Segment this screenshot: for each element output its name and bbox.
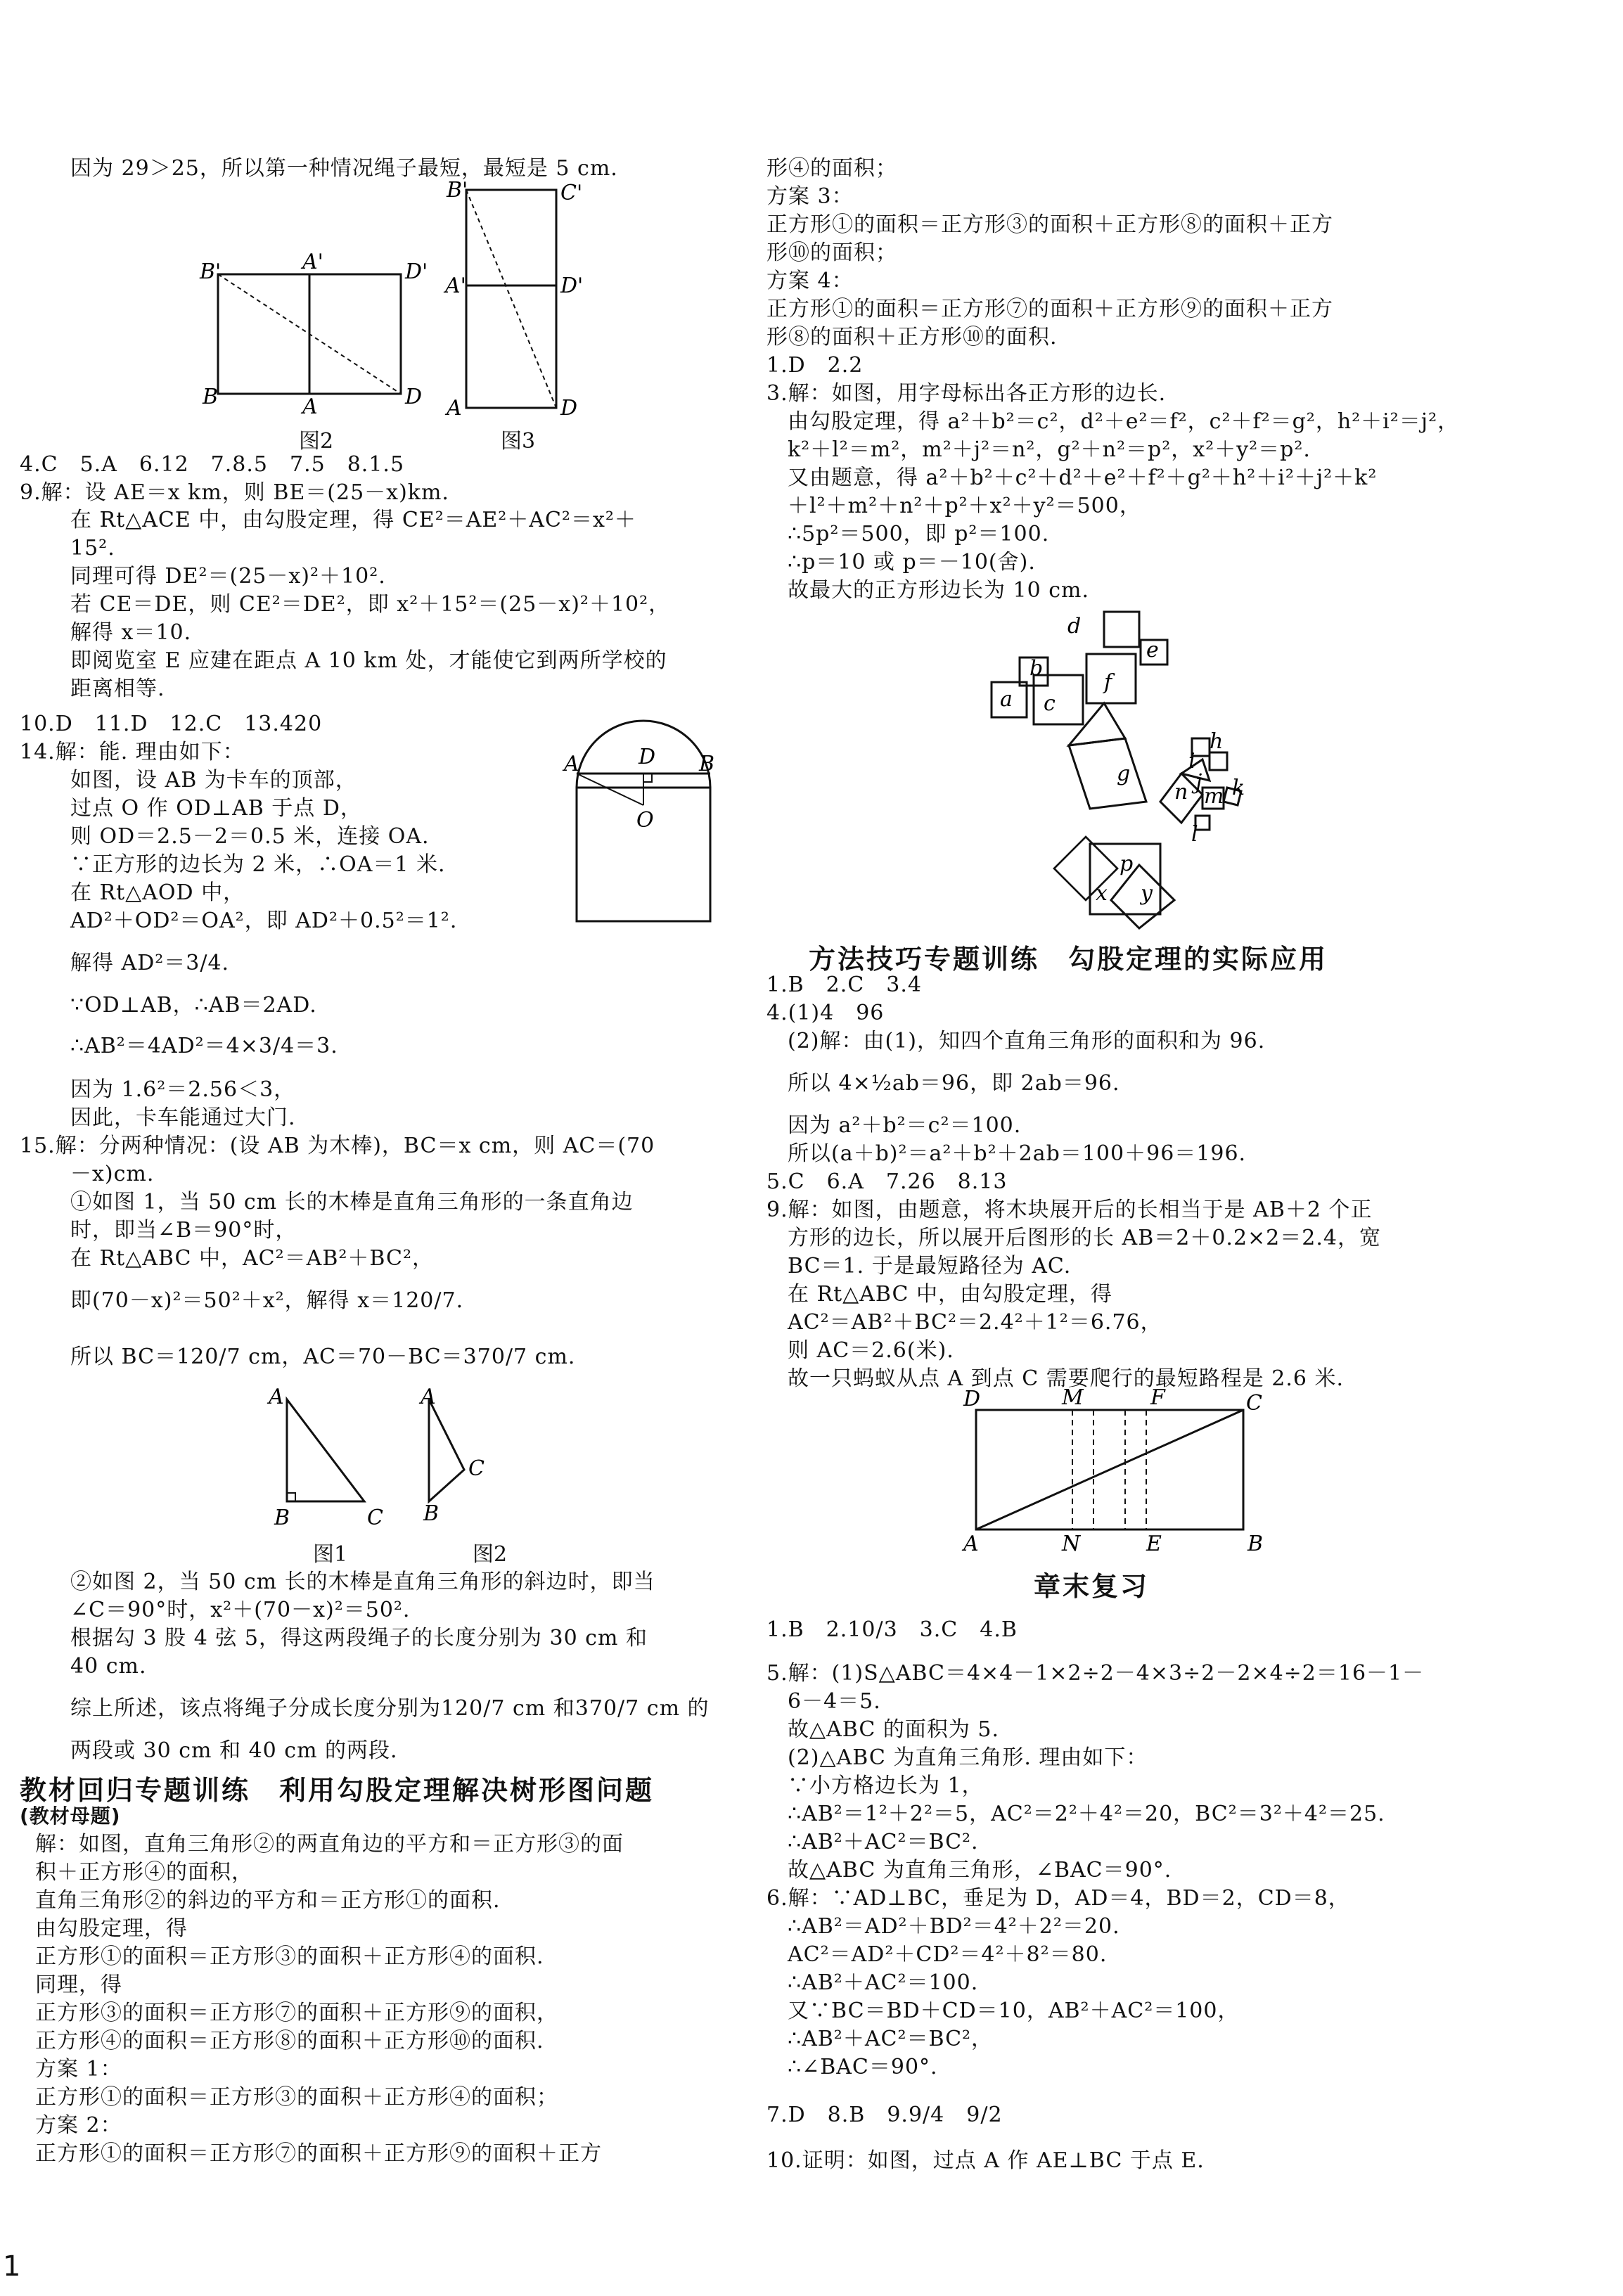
svg-text:D: D [639, 745, 656, 769]
text-line: 若 CE＝DE，则 CE²＝DE²，即 x²＋15²＝(25－x)²＋10²， [70, 592, 671, 617]
text-line: 形⑩的面积； [766, 240, 897, 265]
text-line: 方案 4： [766, 269, 854, 293]
text-line: 如图，设 AB 为卡车的顶部， [70, 768, 357, 793]
text-line: 又由题意，得 a²＋b²＋c²＋d²＋e²＋f²＋g²＋h²＋i²＋j²＋k² [788, 466, 1378, 490]
svg-text:B: B [274, 1506, 290, 1530]
caption-t1: 图1 [313, 1542, 348, 1567]
text-line: AC²＝AD²＋CD²＝4²＋8²＝80. [788, 1942, 1108, 1967]
section-title-method: 方法技巧专题训练 勾股定理的实际应用 [809, 944, 1328, 975]
section-title-tree: 教材回归专题训练 利用勾股定理解决树形图问题 [20, 1775, 655, 1806]
text-line: ＋l²＋m²＋n²＋p²＋x²＋y²＝500， [788, 494, 1141, 518]
figure-pythagoras-tree [956, 605, 1280, 928]
text-line: 正方形①的面积＝正方形③的面积＋正方形④的面积. [35, 1944, 544, 1969]
text-line: 9.解：设 AE＝x km，则 BE＝(25－x)km. [20, 480, 449, 505]
text-line: 所以 4×½ab＝96，即 2ab＝96. [788, 1071, 1120, 1096]
oa-line [577, 774, 643, 805]
figure-gate [563, 717, 724, 928]
svg-text:D: D [560, 396, 578, 421]
text-line: 方案 1： [35, 2057, 122, 2082]
text-line: 方案 3： [766, 184, 854, 209]
text-line: ②如图 2，当 50 cm 长的木棒是直角三角形的斜边时，即当 [70, 1570, 655, 1594]
text-line: 故最大的正方形边长为 10 cm. [788, 578, 1090, 603]
svg-text:C: C [367, 1506, 383, 1530]
right-angle-1 [287, 1493, 295, 1501]
svg-text:x: x [1096, 881, 1108, 906]
square-g [1069, 738, 1146, 809]
svg-text:C: C [1246, 1391, 1262, 1416]
text-line: 形④的面积； [766, 156, 897, 181]
svg-text:l: l [1191, 822, 1198, 847]
text-line: ∴p＝10 或 p＝－10(舍). [788, 550, 1036, 575]
text-line: ∴AB²＝1²＋2²＝5，AC²＝2²＋4²＝20，BC²＝3²＋4²＝25. [788, 1802, 1385, 1826]
svg-text:i: i [1188, 749, 1195, 774]
figure-triangles-svg [260, 1385, 541, 1530]
text-line: 即(70－x)²＝50²＋x²，解得 x＝120/7. [70, 1288, 464, 1313]
text-line: 10.D 11.D 12.C 13.420 [20, 712, 323, 736]
svg-text:d: d [1067, 614, 1082, 639]
svg-text:M: M [1062, 1385, 1084, 1410]
square-x [1054, 837, 1117, 900]
text-line: 正方形①的面积＝正方形⑦的面积＋正方形⑨的面积＋正方 [766, 297, 1333, 321]
svg-text:B': B' [447, 178, 468, 203]
section-subtitle: (教材母题) [20, 1804, 121, 1828]
svg-text:B: B [1247, 1532, 1264, 1556]
text-line: 解得 x＝10. [70, 620, 192, 645]
triangle-1 [287, 1399, 364, 1501]
svg-text:a: a [1000, 687, 1013, 712]
text-line: ∴∠BAC＝90°. [788, 2055, 938, 2079]
text-line: ∵小方格边长为 1， [788, 1774, 984, 1798]
text-line: 在 Rt△ABC 中，AC²＝AB²＋BC²， [70, 1246, 434, 1271]
text-line: 在 Rt△ACE 中，由勾股定理，得 CE²＝AE²＋AC²＝x²＋ [70, 508, 636, 532]
text-line: AC²＝AB²＋BC²＝2.4²＋1²＝6.76， [788, 1310, 1162, 1335]
svg-text:D: D [963, 1387, 981, 1411]
svg-text:D': D' [560, 274, 584, 298]
svg-text:p: p [1120, 852, 1134, 876]
text-line: 根据勾 3 股 4 弦 5，得这两段绳子的长度分别为 30 cm 和 [70, 1626, 648, 1650]
caption-fig2: 图2 [299, 429, 334, 454]
text-line: －x)cm. [70, 1162, 155, 1186]
text-line: 4.C 5.A 6.12 7.8.5 7.5 8.1.5 [20, 452, 405, 477]
triangle-2 [429, 1399, 464, 1501]
text-line: BC＝1. 于是最短路径为 AC. [788, 1254, 1072, 1278]
text-line: 由勾股定理，得 [35, 1916, 188, 1941]
svg-text:A: A [421, 1385, 436, 1409]
text-line: ∴AB²＋AC²＝BC². [788, 1830, 979, 1854]
text-line: 故△ABC 为直角三角形，∠BAC＝90°. [788, 1858, 1172, 1883]
text-line: 则 AC＝2.6(米). [788, 1338, 954, 1363]
text-line: 6－4＝5. [788, 1689, 881, 1714]
caption-t2: 图2 [473, 1542, 508, 1567]
text-line: 解得 AD²＝3/4. [70, 951, 230, 975]
section-title-review: 章末复习 [1034, 1571, 1150, 1602]
diag-ac [976, 1410, 1243, 1529]
square-j [1210, 752, 1227, 770]
text-line: ∵正方形的边长为 2 米，∴OA＝1 米. [70, 852, 446, 877]
svg-text:N: N [1062, 1532, 1081, 1556]
text-line: 时，即当∠B＝90°时， [70, 1218, 297, 1243]
svg-text:m: m [1204, 784, 1224, 809]
svg-text:n: n [1174, 780, 1188, 804]
text-line: ∴AB²＝AD²＋BD²＝4²＋2²＝20. [788, 1914, 1120, 1939]
text-line: ∵OD⊥AB，∴AB＝2AD. [70, 993, 317, 1018]
svg-text:A: A [564, 752, 579, 776]
text-line: ∴AB²＝4AD²＝4×3/4＝3. [70, 1034, 338, 1058]
text-line: 所以(a＋b)²＝a²＋b²＋2ab＝100＋96＝196. [788, 1141, 1247, 1166]
svg-text:h: h [1210, 729, 1224, 754]
svg-text:A: A [447, 396, 462, 421]
text-line: 同理可得 DE²＝(25－x)²＋10². [70, 564, 386, 589]
figure-tree-svg [956, 605, 1280, 928]
text-line: 1.D 2.2 [766, 353, 864, 378]
figure-gate-svg [563, 717, 724, 928]
svg-text:O: O [636, 808, 654, 833]
text-line: 3.解：如图，用字母标出各正方形的边长. [766, 381, 1167, 406]
svg-text:y: y [1141, 881, 1153, 906]
text-line: 14.解：能. 理由如下： [20, 740, 245, 764]
svg-text:e: e [1146, 638, 1159, 662]
text-line: 所以 BC＝120/7 cm，AC＝70－BC＝370/7 cm. [70, 1345, 576, 1369]
figure-rectangle-2 [197, 250, 436, 422]
svg-text:B: B [423, 1501, 440, 1526]
text-line: (2)△ABC 为直角三角形. 理由如下： [788, 1745, 1148, 1770]
text-line: 在 Rt△ABC 中，由勾股定理，得 [788, 1282, 1113, 1307]
text-line: 故一只蚂蚁从点 A 到点 C 需要爬行的最短路程是 2.6 米. [788, 1366, 1345, 1391]
text-line: 解：如图，直角三角形②的两直角边的平方和＝正方形③的面 [35, 1832, 624, 1856]
right-angle [643, 774, 652, 782]
text-line: 6.解：∵AD⊥BC，垂足为 D，AD＝4，BD＝2，CD＝8， [766, 1886, 1350, 1911]
text-line: 15.解：分两种情况：(设 AB 为木棒)，BC＝x cm，则 AC＝(70 [20, 1134, 655, 1158]
svg-text:A: A [269, 1385, 284, 1409]
text-line: 直角三角形②的斜边的平方和＝正方形①的面积. [35, 1888, 501, 1913]
svg-text:B: B [699, 752, 715, 776]
text-line: 又∵BC＝BD＋CD＝10，AB²＋AC²＝100， [788, 1999, 1240, 2023]
page-number: 1 [3, 2250, 21, 2283]
svg-text:g: g [1117, 762, 1131, 786]
text-line: 5.解：(1)S△ABC＝4×4－1×2÷2－4×3÷2－2×4÷2＝16－1－ [766, 1661, 1425, 1686]
text-line: 因为 29＞25，所以第一种情况绳子最短，最短是 5 cm. [70, 156, 618, 181]
text-line: 5.C 6.A 7.26 8.13 [766, 1169, 1008, 1194]
figure-box-svg [956, 1385, 1266, 1565]
svg-text:D: D [405, 385, 423, 409]
text-line: 10.证明：如图，过点 A 作 AE⊥BC 于点 E. [766, 2148, 1205, 2173]
text-line: 由勾股定理，得 a²＋b²＝c²，d²＋e²＝f²，c²＋f²＝g²，h²＋i²＝j²， [788, 409, 1460, 434]
square-c [1034, 675, 1083, 724]
text-line: (2)解：由(1)，知四个直角三角形的面积和为 96. [788, 1029, 1266, 1053]
figure-rect-svg [197, 250, 436, 422]
text-line: ∠C＝90°时，x²＋(70－x)²＝50². [70, 1598, 411, 1622]
text-line: 形⑧的面积＋正方形⑩的面积. [766, 325, 1058, 349]
svg-text:B': B' [200, 259, 222, 284]
text-line: 1.B 2.10/3 3.C 4.B [766, 1617, 1018, 1642]
svg-text:A: A [963, 1532, 979, 1556]
svg-text:j: j [1195, 770, 1202, 795]
svg-text:E: E [1146, 1532, 1162, 1556]
text-line: 正方形①的面积＝正方形③的面积＋正方形④的面积； [35, 2085, 558, 2110]
svg-text:A': A' [302, 250, 323, 274]
svg-text:c: c [1044, 691, 1056, 716]
text-line: ∴AB²＋AC²＝BC²， [788, 2027, 994, 2051]
figure-rectangle-3 [440, 176, 584, 422]
text-line: 综上所述，该点将绳子分成长度分别为120/7 cm 和370/7 cm 的 [70, 1696, 710, 1721]
figure-triangles [260, 1385, 541, 1530]
svg-text:b: b [1029, 656, 1044, 681]
text-line: ∴AB²＋AC²＝100. [788, 1970, 979, 1995]
svg-text:C: C [468, 1456, 485, 1481]
text-line: 正方形④的面积＝正方形⑧的面积＋正方形⑩的面积. [35, 2029, 544, 2053]
svg-text:f: f [1104, 670, 1112, 695]
text-line: 故△ABC 的面积为 5. [788, 1717, 999, 1742]
text-line: 积＋正方形④的面积， [35, 1860, 253, 1885]
text-line: 15². [70, 536, 115, 560]
text-line: ①如图 1，当 50 cm 长的木棒是直角三角形的一条直角边 [70, 1190, 634, 1214]
caption-fig3: 图3 [501, 429, 536, 454]
text-line: 因为 a²＋b²＝c²＝100. [788, 1113, 1022, 1138]
text-line: 正方形①的面积＝正方形③的面积＋正方形⑧的面积＋正方 [766, 212, 1333, 237]
text-line: 方案 2： [35, 2113, 122, 2138]
text-line: 距离相等. [70, 676, 165, 701]
text-line: k²＋l²＝m²，m²＋j²＝n²，g²＋n²＝p²，x²＋y²＝p². [788, 437, 1311, 462]
svg-text:A: A [302, 395, 318, 419]
svg-text:C': C' [560, 181, 583, 205]
text-line: 1.B 2.C 3.4 [766, 973, 922, 997]
text-line: 7.D 8.B 9.9/4 9/2 [766, 2103, 1003, 2127]
svg-text:A': A' [445, 274, 466, 298]
text-line: 在 Rt△AOD 中， [70, 880, 245, 905]
text-line: 40 cm. [70, 1654, 147, 1679]
diag3 [466, 190, 556, 408]
figure-rect3-svg [440, 176, 584, 422]
text-line: 9.解：如图，由题意，将木块展开后的长相当于是 AB＋2 个正 [766, 1198, 1373, 1222]
text-line: ∴5p²＝500，即 p²＝100. [788, 522, 1050, 546]
svg-text:B: B [203, 385, 219, 409]
text-line: 方形的边长，所以展开后图形的长 AB＝2＋0.2×2＝2.4，宽 [788, 1226, 1381, 1250]
square-d [1104, 612, 1139, 647]
text-line: AD²＋OD²＝OA²，即 AD²＋0.5²＝1². [70, 909, 458, 933]
text-line: 4.(1)4 96 [766, 1001, 885, 1025]
text-line: 则 OD＝2.5－2＝0.5 米，连接 OA. [70, 824, 430, 849]
text-line: 即阅览室 E 应建在距点 A 10 km 处，才能使它到两所学校的 [70, 648, 667, 673]
text-line: 两段或 30 cm 和 40 cm 的两段. [70, 1738, 398, 1763]
text-line: 正方形①的面积＝正方形⑦的面积＋正方形⑨的面积＋正方 [35, 2141, 602, 2166]
text-line: 正方形③的面积＝正方形⑦的面积＋正方形⑨的面积， [35, 2001, 558, 2025]
svg-text:k: k [1232, 776, 1245, 800]
svg-text:F: F [1150, 1385, 1165, 1410]
svg-text:D': D' [405, 259, 428, 284]
text-line: 因此，卡车能通过大门. [70, 1105, 296, 1130]
figure-unfolded-box [956, 1385, 1266, 1565]
text-line: 过点 O 作 OD⊥AB 于点 D， [70, 796, 362, 821]
text-line: 因为 1.6²＝2.56＜3， [70, 1077, 296, 1102]
text-line: 同理，得 [35, 1973, 122, 1997]
